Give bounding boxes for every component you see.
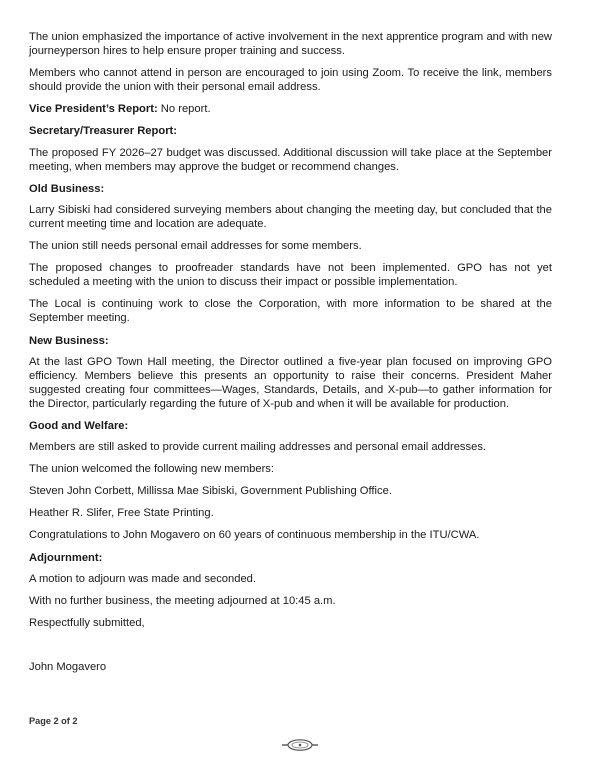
paragraph-budget: The proposed FY 2026–27 budget was discussed. Additional discussion will take place at the September meeting, when members may approve the budget or recommend changes. [29,146,552,173]
good-and-welfare-heading: Good and Welfare: [29,419,129,432]
paragraph-submitted: Respectfully submitted, [29,616,145,629]
paragraph-apprentice: The union emphasized the importance of active involvement in the next apprentice program and with new journeyperson hires to help ensure proper training and success. [29,31,552,58]
signer-name: John Mogavero [29,660,107,673]
union-label-icon [281,738,319,752]
paragraph-survey: Larry Sibiski had considered surveying members about changing the meeting day, but concluded that the current meeting time and location are adequate. [29,203,552,230]
vice-president-text: No report. [157,103,211,116]
vice-president-report [29,102,552,116]
paragraph-adjourned: With no further business, the meeting adjourned at 10:45 a.m. [29,594,336,607]
paragraph-email-needed: The union still needs personal email addresses for some members. [29,240,362,253]
paragraph-welcome: The union welcomed the following new members: [29,463,275,476]
vice-president-heading: Vice President’s Report: [29,103,158,116]
new-business-heading: New Business: [29,334,109,347]
page-number: Page 2 of 2 [29,716,78,726]
paragraph-zoom: Members who cannot attend in person are encouraged to join using Zoom. To receive the link, members should provide the union with their personal email address. [29,67,552,94]
paragraph-addresses: Members are still asked to provide current mailing addresses and personal email addresses. [29,441,487,454]
paragraph-town-hall: At the last GPO Town Hall meeting, the Director outlined a five-year plan focused on improving GPO efficiency. Members believe this presents an opportunity to raise their concerns. President Maher suggested creating four committees—Wages, Standards, Details, and X-pub—to gather information for the Director, particularly regarding the future of X-pub and when it will be available for production. [29,355,552,410]
old-business-heading: Old Business: [29,182,105,195]
document-body [29,30,552,682]
paragraph-motion: A motion to adjourn was made and seconded. [29,572,257,585]
paragraph-proofreader: The proposed changes to proofreader standards have not been implemented. GPO has not yet scheduled a meeting with the union to discuss their impact or possible implementation. [29,262,552,289]
adjournment-heading: Adjournment: [29,551,103,564]
paragraph-new-members-fsp: Heather R. Slifer, Free State Printing. [29,507,214,520]
secretary-treasurer-heading: Secretary/Treasurer Report: [29,125,177,138]
paragraph-congratulations: Congratulations to John Mogavero on 60 years of continuous membership in the ITU/CWA. [29,529,480,542]
paragraph-corporation: The Local is continuing work to close the Corporation, with more information to be shared at the September meeting. [29,298,552,325]
signature-space [29,638,552,660]
paragraph-new-members-gpo: Steven John Corbett, Millissa Mae Sibiski, Government Publishing Office. [29,485,392,498]
